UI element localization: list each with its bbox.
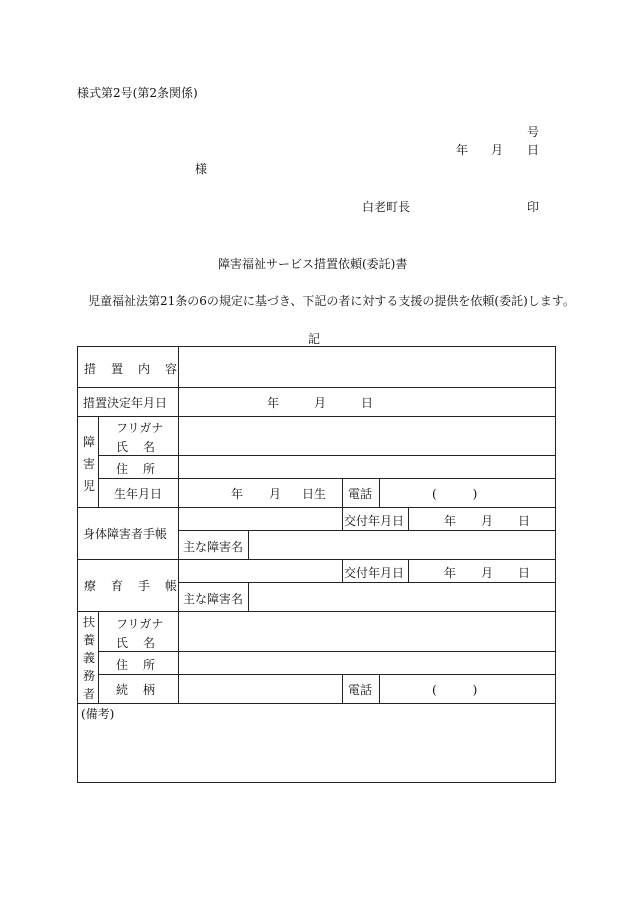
physical-handbook-label: 身体障害者手帳: [83, 527, 168, 541]
birth-day: 日生: [302, 487, 327, 501]
rehab-issue-day: 日: [518, 566, 531, 580]
child-phone-label: 電話: [348, 487, 373, 501]
date-year: 年: [456, 143, 469, 157]
child-name-label: 氏名: [116, 440, 171, 454]
decision-month: 月: [314, 396, 327, 410]
rehab-issue-date-label: 交付年月日: [344, 566, 405, 580]
rehab-main-disability-label: 主な障害名: [183, 592, 244, 606]
guardian-phone-label: 電話: [348, 683, 373, 697]
decision-day: 日: [361, 396, 374, 410]
birth-month: 月: [269, 487, 282, 501]
date-day: 日: [527, 143, 540, 157]
guardian-group-label: 扶 養 義 務 者: [82, 615, 95, 701]
guardian-relation-label: 続柄: [116, 683, 171, 697]
seal-mark: 印: [527, 200, 540, 214]
child-address-label: 住所: [116, 462, 171, 476]
child-furigana-label: フリガナ: [116, 421, 164, 435]
physical-main-disability-label: 主な障害名: [183, 540, 244, 554]
physical-issue-day: 日: [518, 514, 531, 528]
measure-content-label: 措置内容: [84, 362, 193, 376]
ki-heading: 記: [308, 332, 321, 346]
rehab-issue-year: 年: [444, 566, 457, 580]
rehab-issue-month: 月: [481, 566, 494, 580]
child-group-label: 障 害 児: [82, 435, 95, 493]
document-title: 障害福祉サービス措置依頼(委託)書: [218, 257, 408, 271]
remarks-label: (備考): [81, 707, 115, 721]
guardian-furigana-label: フリガナ: [116, 617, 164, 631]
main-table: [77, 346, 556, 783]
physical-issue-month: 月: [481, 514, 494, 528]
physical-issue-year: 年: [444, 514, 457, 528]
intro-text: 児童福祉法第21条の6の規定に基づき、下記の者に対する支援の提供を依頼(委託)します。: [88, 294, 575, 308]
number-label: 号: [527, 125, 540, 139]
addressee-suffix: 様: [195, 162, 208, 176]
form-number: 様式第2号(第2条関係): [77, 86, 198, 100]
sender: 白老町長: [362, 200, 411, 214]
birth-year: 年: [231, 487, 244, 501]
date-month: 月: [491, 143, 504, 157]
decision-year: 年: [267, 396, 280, 410]
guardian-name-label: 氏名: [116, 636, 171, 650]
decision-date-label: 措置決定年月日: [83, 396, 168, 410]
child-phone-parens: ( ): [432, 487, 478, 501]
guardian-address-label: 住所: [116, 658, 171, 672]
physical-issue-date-label: 交付年月日: [344, 514, 405, 528]
rehab-handbook-label: 療育手帳: [84, 579, 193, 593]
guardian-phone-parens: ( ): [432, 683, 478, 697]
child-birthdate-label: 生年月日: [114, 487, 163, 501]
